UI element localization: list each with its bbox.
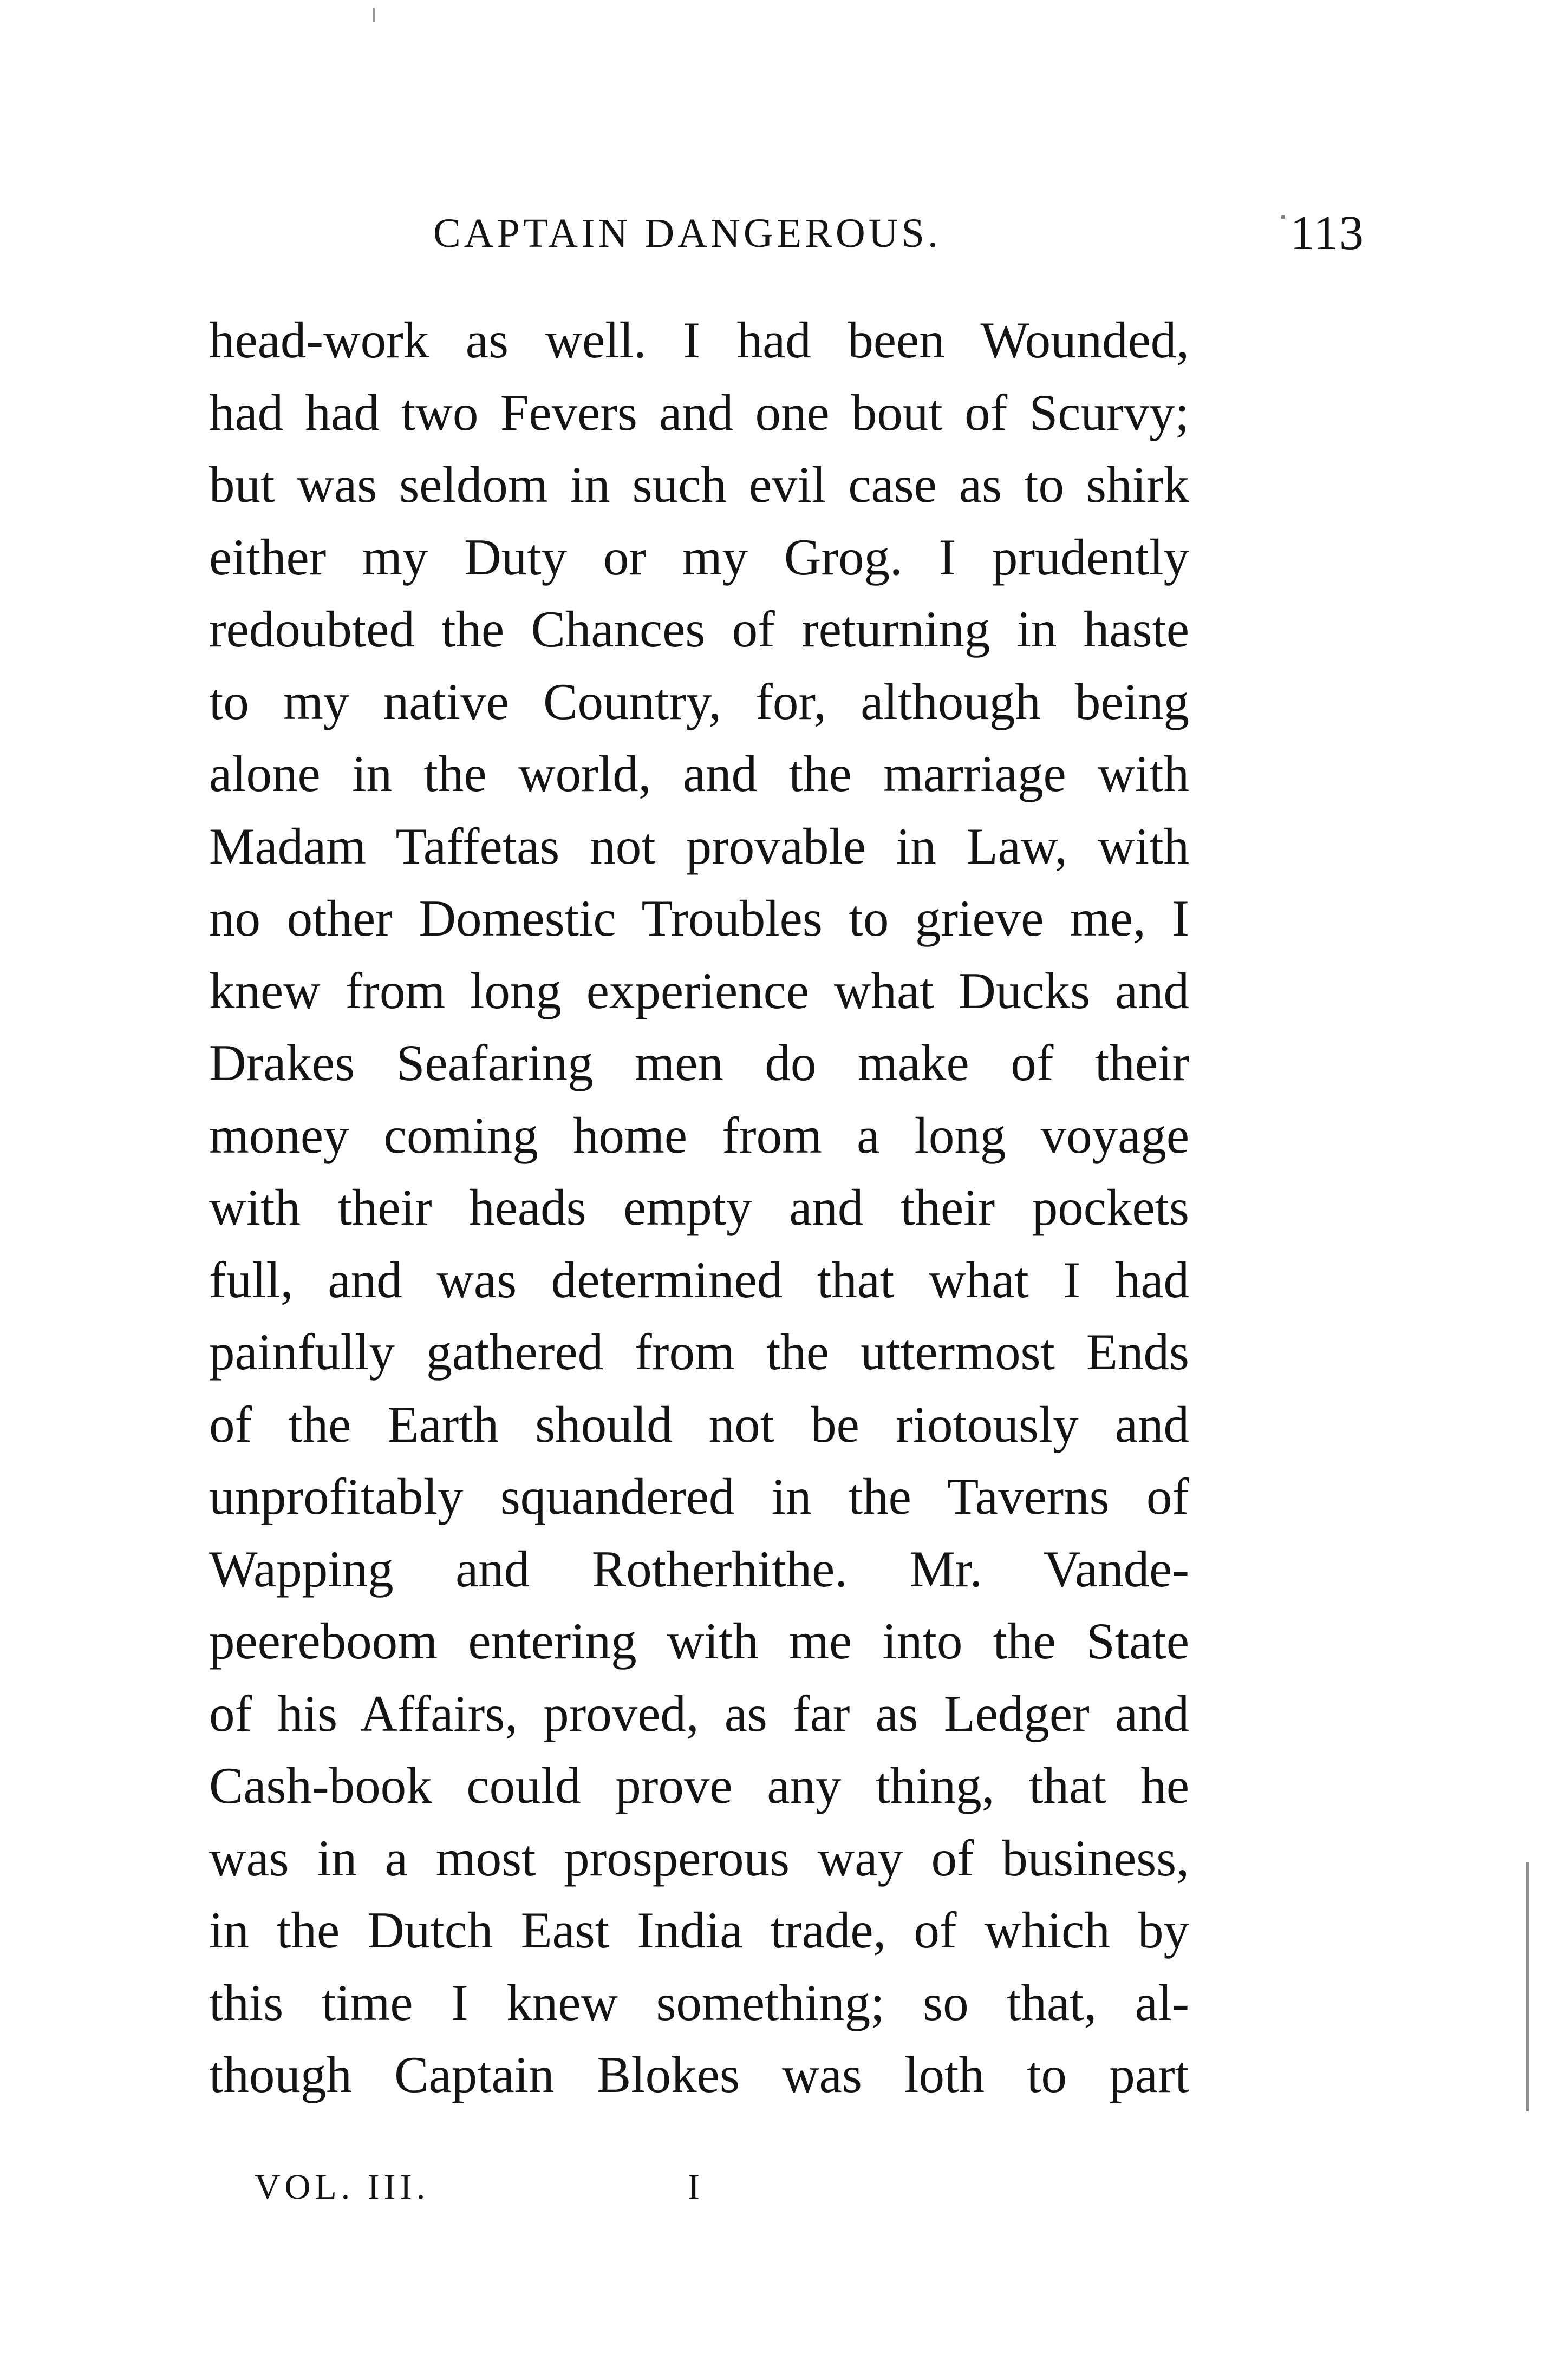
text-line: this time I knew something; so that, al- — [209, 1973, 1189, 2031]
text-line: but was seldom in such evil case as to shirk — [209, 456, 1189, 513]
scan-speck — [373, 8, 375, 22]
text-line: with their heads empty and their pockets — [209, 1179, 1189, 1236]
text-line: Madam Taffetas not provable in Law, with — [209, 817, 1189, 875]
text-line: of his Affairs, proved, as far as Ledger and — [209, 1684, 1189, 1742]
text-line: to my native Country, for, although being — [209, 672, 1189, 730]
body-text — [209, 304, 1189, 2111]
page-edge-mark — [1526, 1862, 1529, 2111]
text-line: Wapping and Rotherhithe. Mr. Vande- — [209, 1540, 1189, 1598]
running-head — [433, 204, 1365, 263]
text-line: in the Dutch East India trade, of which by — [209, 1901, 1189, 1959]
text-line: alone in the world, and the marriage with — [209, 745, 1189, 802]
text-line: was in a most prosperous way of business, — [209, 1829, 1189, 1887]
text-line: painfully gathered from the uttermost Ends — [209, 1323, 1189, 1381]
text-line: full, and was determined that what I had — [209, 1251, 1189, 1309]
text-line: Drakes Seafaring men do make of their — [209, 1034, 1189, 1091]
text-line: unprofitably squandered in the Taverns of — [209, 1468, 1189, 1525]
signature-line — [255, 2163, 742, 2212]
text-line: head-work as well. I had been Wounded, — [209, 311, 1189, 369]
text-line: peereboom entering with me into the State — [209, 1612, 1189, 1670]
text-line: either my Duty or my Grog. I prudently — [209, 528, 1189, 586]
running-title: CAPTAIN DANGEROUS. — [433, 211, 941, 256]
text-line: had had two Fevers and one bout of Scurvy; — [209, 383, 1189, 441]
page-number: 113 — [1290, 206, 1365, 260]
text-line: Cash-book could prove any thing, that he — [209, 1757, 1189, 1814]
text-line: of the Earth should not be riotously and — [209, 1395, 1189, 1453]
text-line: redoubted the Chances of returning in haste — [209, 600, 1189, 658]
signature-mark: I — [688, 2167, 700, 2207]
text-line: though Captain Blokes was loth to part — [209, 2046, 1189, 2103]
text-line: knew from long experience what Ducks and — [209, 962, 1189, 1019]
scan-speck — [1281, 215, 1285, 219]
text-line: money coming home from a long voyage — [209, 1106, 1189, 1164]
volume-label: VOL. III. — [255, 2167, 430, 2207]
text-line: no other Domestic Troubles to grieve me, I — [209, 890, 1189, 947]
